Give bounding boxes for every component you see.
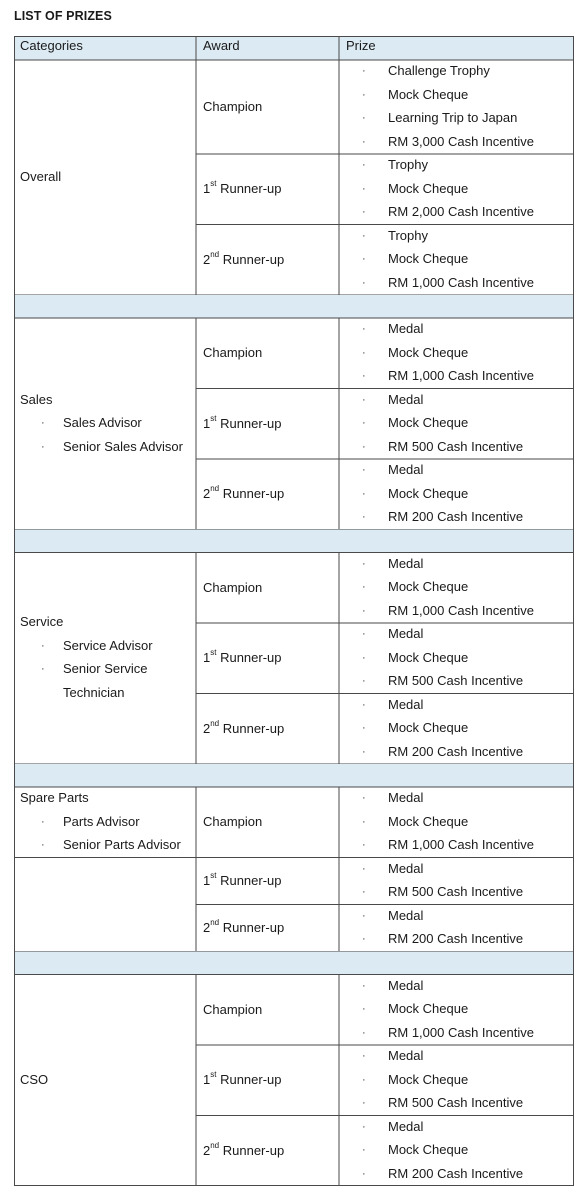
header-prize: Prize	[346, 38, 376, 53]
category-name: Service	[20, 614, 64, 630]
bullet-mark: ·	[362, 206, 366, 218]
award-rank-suffix: nd	[210, 718, 220, 728]
prize-item: RM 200 Cash Incentive	[388, 509, 524, 524]
bullet-mark: ·	[362, 323, 366, 335]
category-name: Spare Parts	[20, 790, 89, 805]
award-rank-text: 2	[203, 251, 211, 267]
bullet-mark: ·	[362, 112, 366, 124]
prize-item: Medal	[388, 790, 424, 805]
award-rank-label: Runner-up	[219, 920, 285, 935]
bullet-mark: ·	[362, 1026, 366, 1039]
category-item: Parts Advisor	[63, 813, 140, 829]
category-item: Service Advisor	[63, 637, 153, 653]
prize-item: Mock Cheque	[388, 720, 469, 735]
bullet-mark: ·	[362, 487, 366, 500]
bullet-mark: ·	[362, 464, 366, 476]
bullet-mark: ·	[41, 440, 45, 453]
bullet-mark: ·	[362, 65, 366, 77]
category-name: CSO	[20, 1071, 49, 1087]
award-rank-text: 1	[203, 1072, 211, 1088]
bullet-mark: ·	[362, 1003, 366, 1015]
bullet-mark: ·	[362, 346, 366, 359]
prize-item: Mock Cheque	[388, 1001, 469, 1016]
award-rank-text: 1	[203, 181, 211, 197]
bullet-mark: ·	[362, 745, 366, 758]
award-rank-label: Runner-up	[216, 415, 282, 431]
bullet-mark: ·	[362, 417, 366, 429]
bullet-mark: ·	[362, 839, 366, 851]
bullet-mark: ·	[362, 159, 366, 171]
prize-item: Mock Cheque	[388, 1071, 469, 1087]
section-separator	[14, 764, 574, 787]
award-rank-suffix: st	[210, 871, 217, 880]
bullet-mark: ·	[362, 440, 366, 453]
award-rank	[203, 99, 262, 115]
bullet-mark: ·	[362, 979, 366, 992]
header-award: Award	[203, 38, 240, 53]
award-rank-text: 2	[203, 920, 211, 935]
award-rank	[203, 486, 284, 502]
award-rank-label: Runner-up	[219, 251, 285, 267]
category-item: Senior Parts Advisor	[63, 837, 181, 852]
section-separator	[14, 295, 574, 318]
category-item: Senior Sales Advisor	[63, 438, 183, 454]
award-rank	[203, 873, 282, 889]
bullet-mark: ·	[362, 88, 366, 101]
prize-item: Mock Cheque	[388, 485, 469, 501]
award-rank-text: 1	[203, 415, 211, 431]
prize-item: Mock Cheque	[388, 1142, 469, 1157]
category-name: Overall	[20, 168, 62, 184]
bullet-mark: ·	[362, 698, 366, 711]
award-rank-text: 1	[203, 650, 211, 666]
bullet-mark: ·	[362, 182, 366, 195]
award-rank-text: Champion	[203, 579, 263, 595]
prize-item: RM 200 Cash Incentive	[388, 931, 524, 946]
prize-item: Medal	[388, 907, 424, 923]
prize-item: RM 1,000 Cash Incentive	[388, 837, 534, 852]
prize-item: RM 1,000 Cash Incentive	[388, 274, 534, 290]
header-categories: Categories	[20, 38, 83, 53]
prize-item: RM 500 Cash Incentive	[388, 673, 524, 688]
award-rank-label: Runner-up	[219, 1142, 285, 1158]
header-row	[14, 36, 574, 60]
bullet-mark: ·	[362, 135, 366, 148]
bullet-mark: ·	[362, 1097, 366, 1109]
bullet-mark: ·	[362, 909, 366, 922]
bullet-mark: ·	[362, 1167, 366, 1180]
prize-item: RM 500 Cash Incentive	[388, 884, 524, 899]
prize-item: Medal	[388, 696, 424, 712]
bullet-mark: ·	[41, 639, 45, 652]
award-rank-label: Runner-up	[219, 486, 285, 502]
award-rank-suffix: st	[210, 413, 217, 423]
award-rank	[203, 181, 282, 197]
award-rank-suffix: nd	[210, 249, 220, 259]
bullet-mark: ·	[362, 675, 366, 687]
award-rank-text: Champion	[203, 1001, 263, 1017]
bullet-mark: ·	[362, 1144, 366, 1156]
prize-item: Mock Cheque	[388, 649, 469, 665]
bullet-mark: ·	[362, 393, 366, 406]
award-rank	[203, 1072, 282, 1088]
prize-item: Medal	[388, 462, 424, 477]
bullet-mark: ·	[362, 370, 366, 382]
award-rank	[203, 413, 282, 432]
award-rank-label: Runner-up	[219, 720, 285, 736]
award-rank-label: Runner-up	[216, 873, 282, 888]
category-item: Sales Advisor	[63, 415, 142, 430]
award-rank	[203, 718, 285, 737]
award-rank-suffix: nd	[210, 1140, 220, 1150]
award-rank-label: Runner-up	[216, 650, 282, 666]
bullet-mark: ·	[362, 792, 366, 804]
prize-item: RM 200 Cash Incentive	[388, 1165, 524, 1181]
prize-item: Challenge Trophy	[388, 63, 490, 78]
prize-item: Mock Cheque	[388, 86, 469, 102]
award-rank-text: 2	[203, 720, 211, 736]
prize-item: RM 1,000 Cash Incentive	[388, 602, 534, 618]
prize-item: Medal	[388, 1048, 424, 1063]
category-item: Senior Service	[63, 661, 148, 677]
prize-item: RM 3,000 Cash Incentive	[388, 133, 534, 149]
award-rank-text: Champion	[203, 814, 263, 830]
bullet-mark: ·	[362, 933, 366, 945]
bullet-mark: ·	[362, 815, 366, 828]
award-rank	[203, 1002, 262, 1018]
bullet-mark: ·	[362, 511, 366, 523]
bullet-mark: ·	[362, 1120, 366, 1133]
prize-item: Medal	[388, 391, 424, 407]
bullet-mark: ·	[362, 557, 366, 570]
prize-item: Medal	[388, 626, 424, 641]
award-rank-text: Champion	[203, 99, 263, 114]
prize-item: Medal	[388, 860, 424, 876]
prize-item: Mock Cheque	[388, 813, 469, 829]
award-rank-label: Runner-up	[216, 181, 282, 197]
bullet-mark: ·	[362, 722, 366, 734]
award-rank-suffix: st	[210, 179, 217, 189]
bullet-mark: ·	[362, 581, 366, 593]
prize-item: Medal	[388, 555, 424, 571]
award-rank-suffix: st	[210, 1070, 217, 1080]
prize-item: RM 200 Cash Incentive	[388, 743, 524, 759]
prize-item: Medal	[388, 321, 424, 336]
prize-item: Trophy	[388, 157, 428, 172]
prize-item: RM 1,000 Cash Incentive	[388, 368, 534, 383]
prize-item: Mock Cheque	[388, 251, 469, 266]
bullet-mark: ·	[41, 663, 45, 676]
award-rank	[203, 920, 284, 936]
bullet-mark: ·	[362, 276, 366, 289]
award-rank-text: 1	[203, 873, 211, 888]
bullet-mark: ·	[41, 839, 45, 851]
category-item: Technician	[63, 684, 125, 700]
award-rank	[203, 580, 262, 596]
award-rank	[203, 249, 285, 268]
bullet-mark: ·	[362, 1073, 366, 1086]
award-rank	[203, 814, 262, 830]
category-name: Sales	[20, 391, 53, 407]
prize-item: RM 500 Cash Incentive	[388, 438, 524, 454]
prizes-table	[14, 36, 574, 1188]
prize-item: RM 2,000 Cash Incentive	[388, 204, 534, 219]
bullet-mark: ·	[41, 417, 45, 429]
bullet-mark: ·	[362, 651, 366, 664]
section-separator	[14, 530, 574, 553]
bullet-mark: ·	[362, 1050, 366, 1062]
award-rank-label: Runner-up	[216, 1072, 282, 1088]
award-rank-suffix: st	[210, 648, 217, 658]
prize-item: Medal	[388, 977, 424, 993]
prize-item: Mock Cheque	[388, 415, 469, 430]
prize-item: RM 500 Cash Incentive	[388, 1095, 524, 1110]
bullet-mark: ·	[362, 628, 366, 640]
prize-item: Mock Cheque	[388, 344, 469, 360]
award-rank-suffix: nd	[210, 484, 220, 494]
bullet-mark: ·	[362, 253, 366, 265]
prize-item: Trophy	[388, 227, 428, 243]
bullet-mark: ·	[41, 815, 45, 828]
award-rank-text: 2	[203, 1142, 211, 1158]
prize-item: Mock Cheque	[388, 180, 469, 196]
bullet-mark: ·	[362, 604, 366, 617]
prize-item: Medal	[388, 1118, 424, 1134]
bullet-mark: ·	[362, 229, 366, 242]
award-rank	[203, 1140, 285, 1159]
award-rank-text: 2	[203, 486, 211, 502]
award-rank	[203, 650, 282, 666]
section-separator	[14, 952, 574, 975]
prize-item: Mock Cheque	[388, 579, 469, 594]
prize-item: RM 1,000 Cash Incentive	[388, 1024, 534, 1040]
bullet-mark: ·	[362, 862, 366, 875]
bullet-mark: ·	[362, 886, 366, 898]
prize-item: Learning Trip to Japan	[388, 110, 518, 125]
page-title: LIST OF PRIZES	[14, 9, 112, 23]
award-rank-text: Champion	[203, 345, 263, 361]
award-rank	[203, 345, 262, 361]
award-rank-suffix: nd	[210, 918, 220, 927]
